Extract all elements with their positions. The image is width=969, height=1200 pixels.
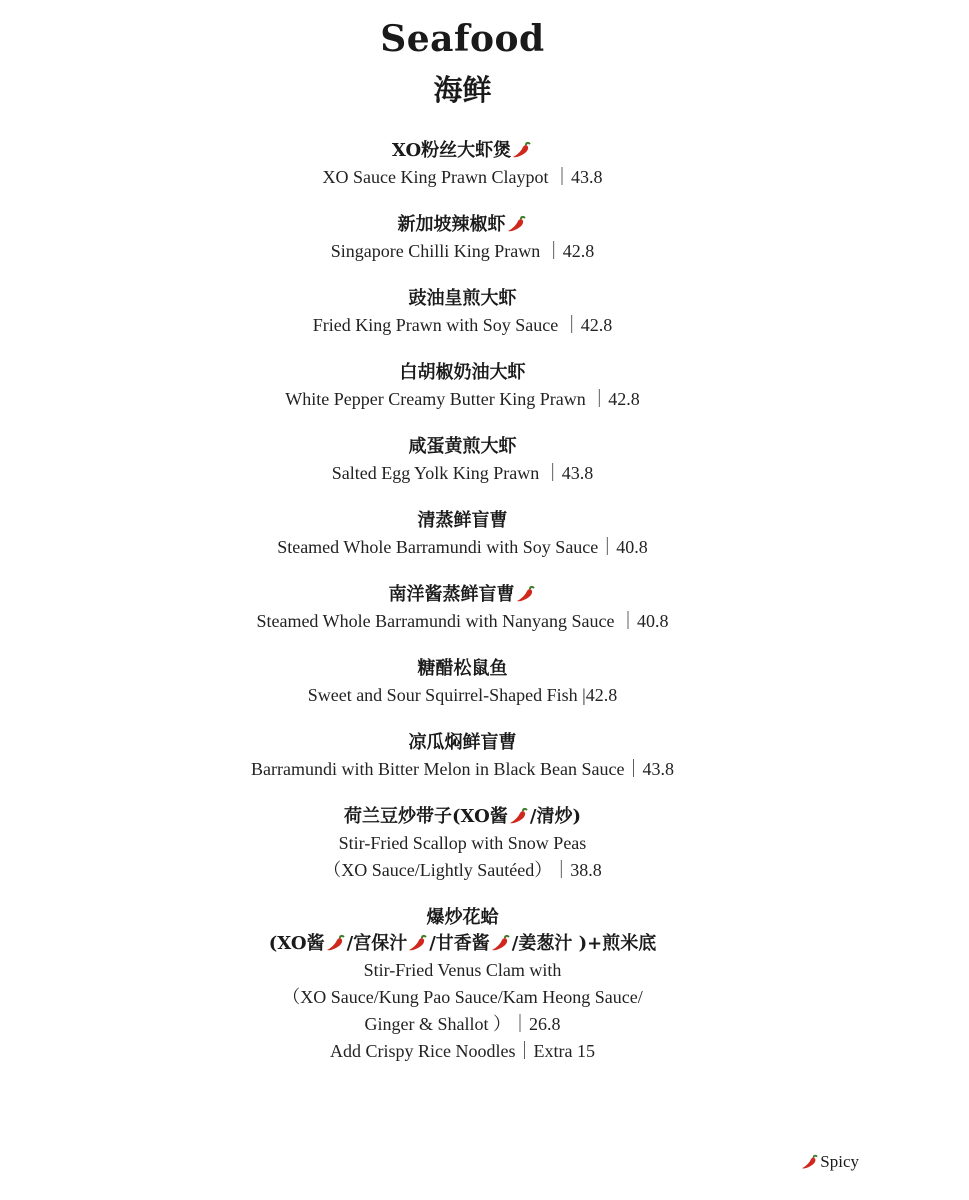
menu-item bbox=[0, 286, 925, 339]
menu-item bbox=[0, 212, 925, 265]
chili-pepper-icon bbox=[511, 141, 533, 159]
dish-name-english: White Pepper Creamy Butter King Prawn ｜42.8 bbox=[285, 389, 640, 409]
dish-name-english: Add Crispy Rice Noodles｜Extra 15 bbox=[330, 1041, 595, 1061]
page-title-chinese: 海鲜 bbox=[433, 73, 492, 107]
dish-name-chinese: 咸蛋黄煎大虾 bbox=[408, 436, 517, 457]
dish-name-chinese: 凉瓜焖鲜盲曹 bbox=[408, 732, 517, 753]
dish-name-english: Steamed Whole Barramundi with Nanyang Sauce ｜40.8 bbox=[256, 611, 669, 631]
spicy-legend-label: Spicy bbox=[820, 1152, 859, 1171]
menu-item bbox=[0, 508, 925, 561]
chili-pepper-icon bbox=[506, 215, 528, 233]
dish-name-english: Stir-Fried Venus Clam with bbox=[363, 960, 562, 980]
dish-name-chinese: 新加坡辣椒虾 bbox=[0, 212, 925, 238]
menu-item bbox=[0, 360, 925, 413]
menu-list bbox=[0, 138, 925, 1086]
chili-pepper-icon bbox=[325, 934, 347, 952]
dish-name-chinese: 荷兰豆炒带子(XO酱 /清炒) bbox=[344, 806, 581, 827]
dish-name-chinese: XO粉丝大虾煲 bbox=[0, 138, 925, 164]
dish-name-chinese: 豉油皇煎大虾 bbox=[408, 288, 517, 309]
chili-pepper-icon bbox=[800, 1154, 820, 1170]
dish-name-english: Steamed Whole Barramundi with Soy Sauce｜40.8 bbox=[277, 537, 648, 557]
dish-name-chinese: 爆炒花蛤 bbox=[426, 907, 499, 928]
dish-name-english: Sweet and Sour Squirrel-Shaped Fish |42.8 bbox=[307, 685, 618, 705]
spicy-legend bbox=[800, 1152, 859, 1172]
dish-name-english: （XO Sauce/Lightly Sautéed）｜38.8 bbox=[323, 860, 602, 880]
dish-name-chinese: 清蒸鲜盲曹 bbox=[417, 510, 508, 531]
menu-item bbox=[0, 434, 925, 487]
dish-name-english: XO Sauce King Prawn Claypot ｜43.8 bbox=[322, 167, 603, 187]
menu-item bbox=[0, 730, 925, 783]
dish-name-english: Ginger & Shallot ）｜26.8 bbox=[364, 1014, 561, 1034]
dish-name-english: Salted Egg Yolk King Prawn ｜43.8 bbox=[331, 463, 594, 483]
chili-pepper-icon bbox=[508, 807, 530, 825]
page-title: Seafood bbox=[380, 18, 545, 60]
menu-item bbox=[0, 138, 925, 191]
menu-item bbox=[0, 905, 925, 1065]
chili-pepper-icon bbox=[490, 934, 512, 952]
dish-name-english: Stir-Fried Scallop with Snow Peas bbox=[338, 833, 587, 853]
dish-name-english: （XO Sauce/Kung Pao Sauce/Kam Heong Sauce/ bbox=[282, 987, 643, 1007]
dish-name-english: Barramundi with Bitter Melon in Black Bean Sauce｜43.8 bbox=[251, 759, 674, 779]
menu-item bbox=[0, 582, 925, 635]
dish-name-english: Singapore Chilli King Prawn ｜42.8 bbox=[330, 241, 595, 261]
dish-name-chinese: 白胡椒奶油大虾 bbox=[399, 362, 526, 383]
chili-pepper-icon bbox=[515, 585, 537, 603]
menu-item bbox=[0, 656, 925, 709]
dish-name-chinese: 糖醋松鼠鱼 bbox=[417, 658, 508, 679]
dish-name-english: Fried King Prawn with Soy Sauce ｜42.8 bbox=[312, 315, 613, 335]
chili-pepper-icon bbox=[407, 934, 429, 952]
dish-name-chinese: (XO酱 /宫保汁 /甘香酱 /姜葱汁 )+煎米底 bbox=[268, 933, 657, 954]
dish-name-chinese: 南洋酱蒸鲜盲曹 bbox=[0, 582, 925, 608]
menu-item bbox=[0, 804, 925, 884]
